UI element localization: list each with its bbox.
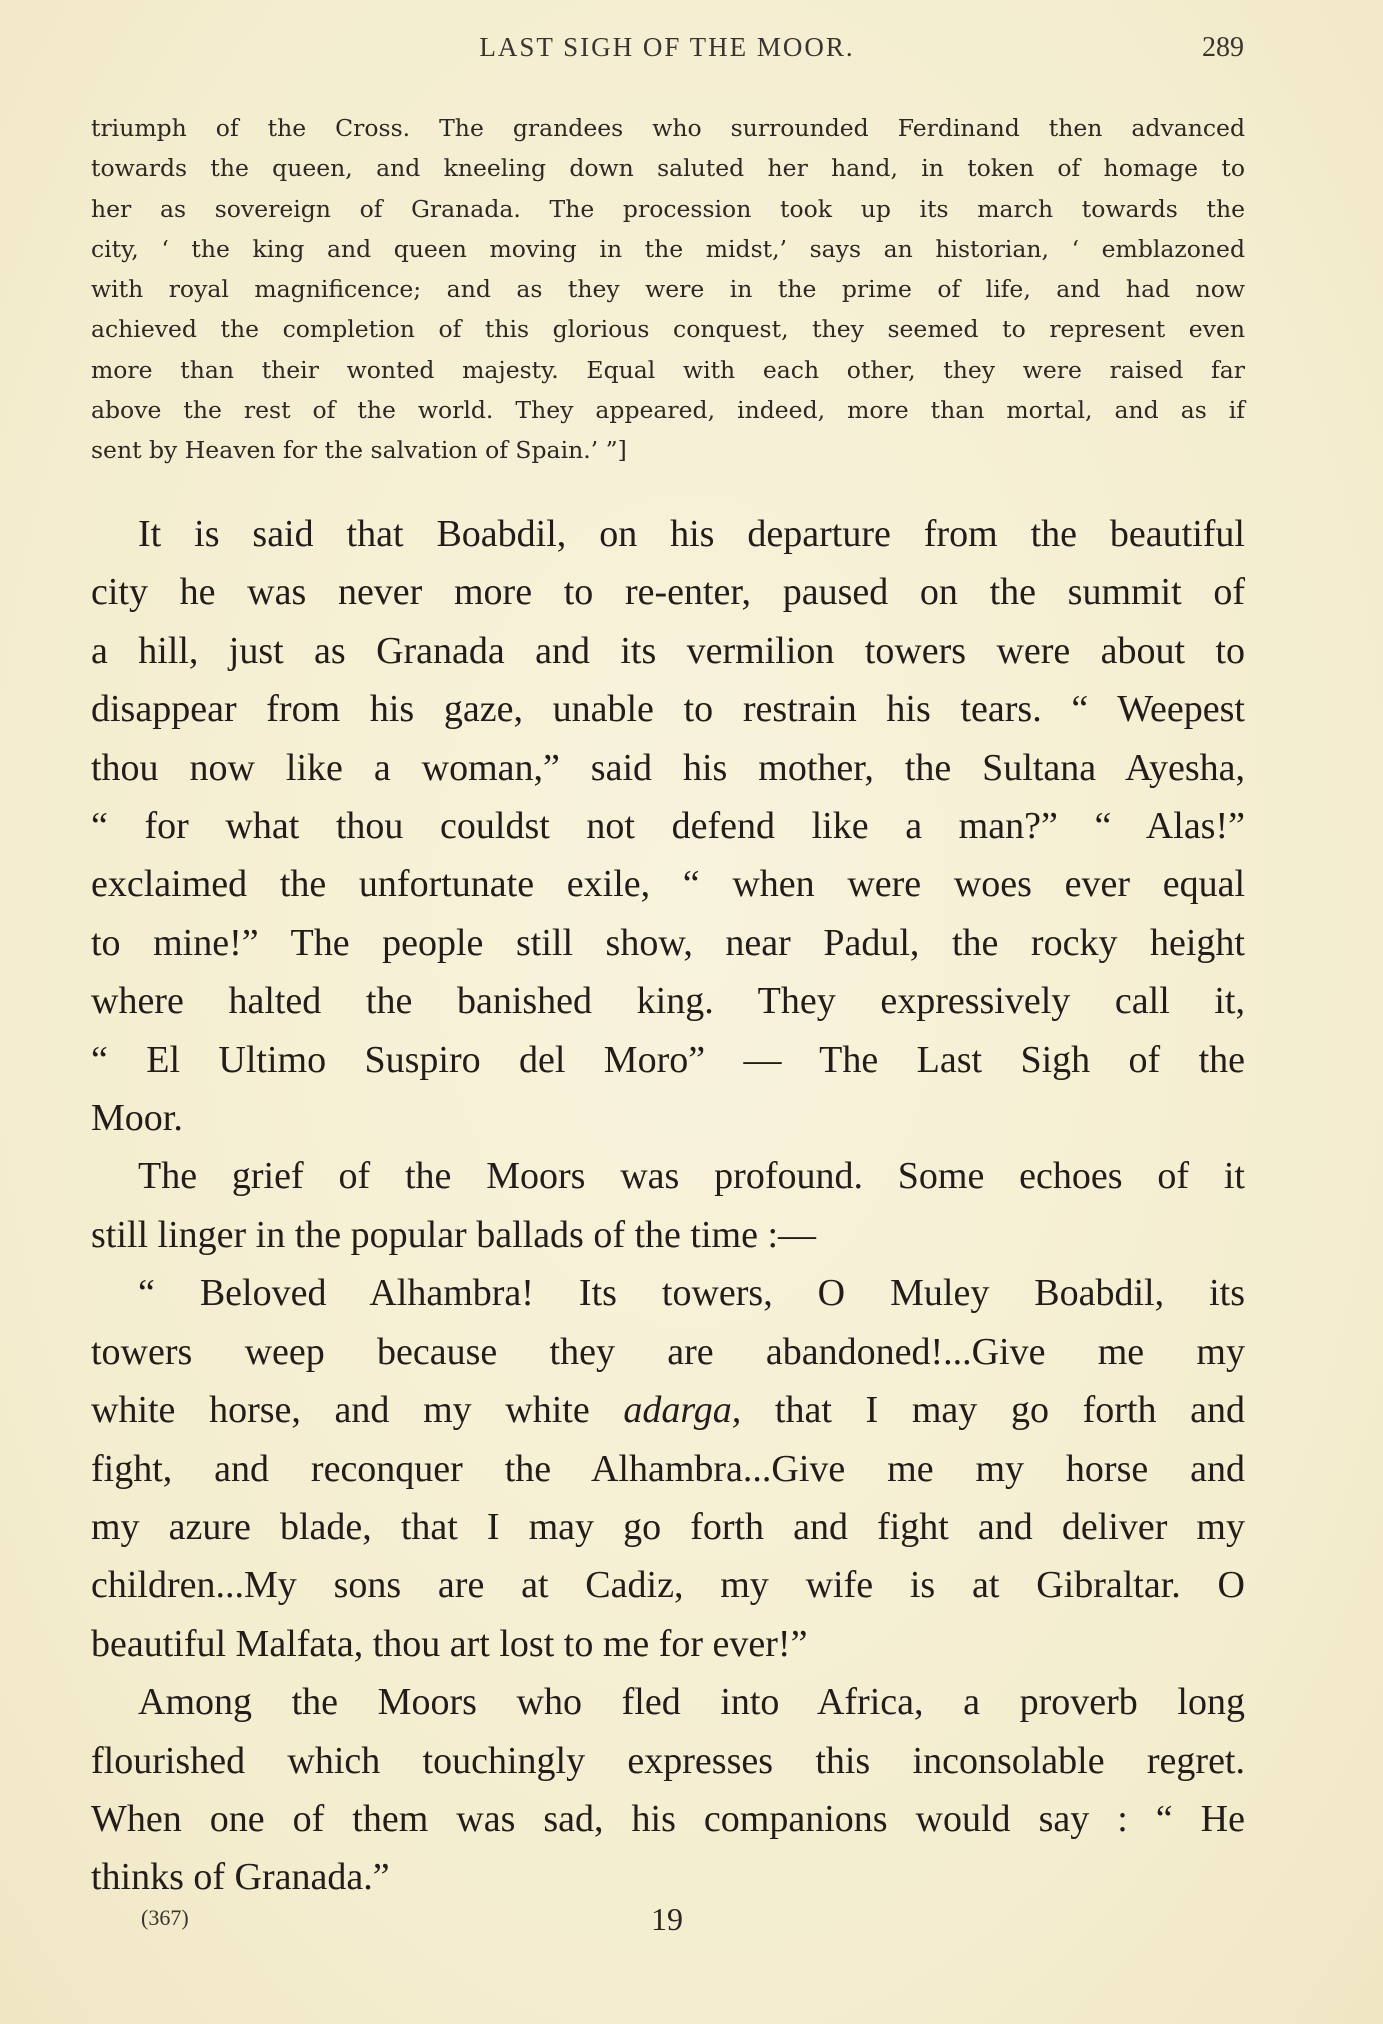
body-line: disappear from his gaze, unable to restrain his tears. “ Weepest [91,688,1245,731]
text-segment: that I may go forth and [741,1389,1245,1432]
note-line: city, ‘ the king and queen moving in the midst,’ says an historian, ‘ emblazoned [91,234,1245,263]
note-line: triumph of the Cross. The grandees who surrounded Ferdinand then advanced [91,114,1245,142]
italic-term-adarga: adarga, [623,1389,742,1432]
page-number: 289 [1202,32,1244,63]
body-line: where halted the banished king. They expressively call it, [91,980,1245,1023]
body-line: “ for what thou couldst not defend like a man?” “ Alas!” [91,805,1245,848]
paragraph-ballad [91,1264,1245,1673]
body-line [91,1381,1245,1439]
running-head: LAST SIGH OF THE MOOR. [479,32,855,62]
body-line: The grief of the Moors was profound. Some echoes of it [138,1155,1245,1198]
body-line: a hill, just as Granada and its vermilion towers were about to [91,629,1245,672]
note-line: achieved the completion of this glorious conquest, they seemed to represent even [91,315,1245,344]
body-line: city he was never more to re-enter, paused on the summit of [91,571,1245,614]
body-line: towers weep because they are abandoned!...Give me my [91,1330,1245,1373]
body-line: Among the Moors who fled into Africa, a proverb long [138,1681,1245,1724]
signature-mark: (367) [141,1905,189,1930]
note-line: above the rest of the world. They appeared, indeed, more than mortal, and as if [91,396,1245,425]
body-line: When one of them was sad, his companions would say : “ He [91,1797,1245,1840]
page-header [90,32,1244,72]
body-line: to mine!” The people still show, near Padul, the rocky height [91,921,1245,964]
body-line: “ Beloved Alhambra! Its towers, O Muley Boabdil, its [138,1272,1245,1315]
footnote-block [91,108,1245,471]
body-line: my azure blade, that I may go forth and fight and deliver my [91,1505,1245,1548]
note-line: more than their wonted majesty. Equal with each other, they were raised far [91,355,1245,384]
body-line: exclaimed the unfortunate exile, “ when were woes ever equal [91,863,1245,906]
body-line: Moor. [91,1097,183,1140]
note-line: towards the queen, and kneeling down saluted her hand, in token of homage to [91,154,1245,183]
body-line: still linger in the popular ballads of the time :— [91,1213,817,1256]
body-line: It is said that Boabdil, on his departure from the beautiful [138,513,1245,555]
body-line: beautiful Malfata, thou art lost to me for ever!” [91,1622,808,1665]
body-line: children...My sons are at Cadiz, my wife is at Gibraltar. O [91,1564,1245,1607]
body-line: thinks of Granada.” [91,1856,390,1899]
page-footer [91,1901,1245,1945]
body-line: “ El Ultimo Suspiro del Moro” — The Last Sigh of the [91,1038,1245,1081]
paragraph-boabdil [91,505,1245,1147]
paragraph-grief [91,1147,1245,1264]
body-line: thou now like a woman,” said his mother, the Sultana Ayesha, [91,746,1245,789]
signature-number: 19 [651,1901,683,1937]
body-line: flourished which touchingly expresses this inconsolable regret. [91,1739,1245,1782]
text-segment: white horse, and my white [91,1389,624,1432]
body-line: fight, and reconquer the Alhambra...Give me my horse and [91,1447,1245,1490]
note-line: sent by Heaven for the salvation of Spain.’ ”] [91,436,627,465]
body-text [91,505,1245,1907]
note-line: her as sovereign of Granada. The procession took up its march towards the [91,194,1245,223]
note-line: with royal magnificence; and as they were in the prime of life, and had now [91,275,1245,304]
paragraph-proverb [91,1673,1245,1907]
